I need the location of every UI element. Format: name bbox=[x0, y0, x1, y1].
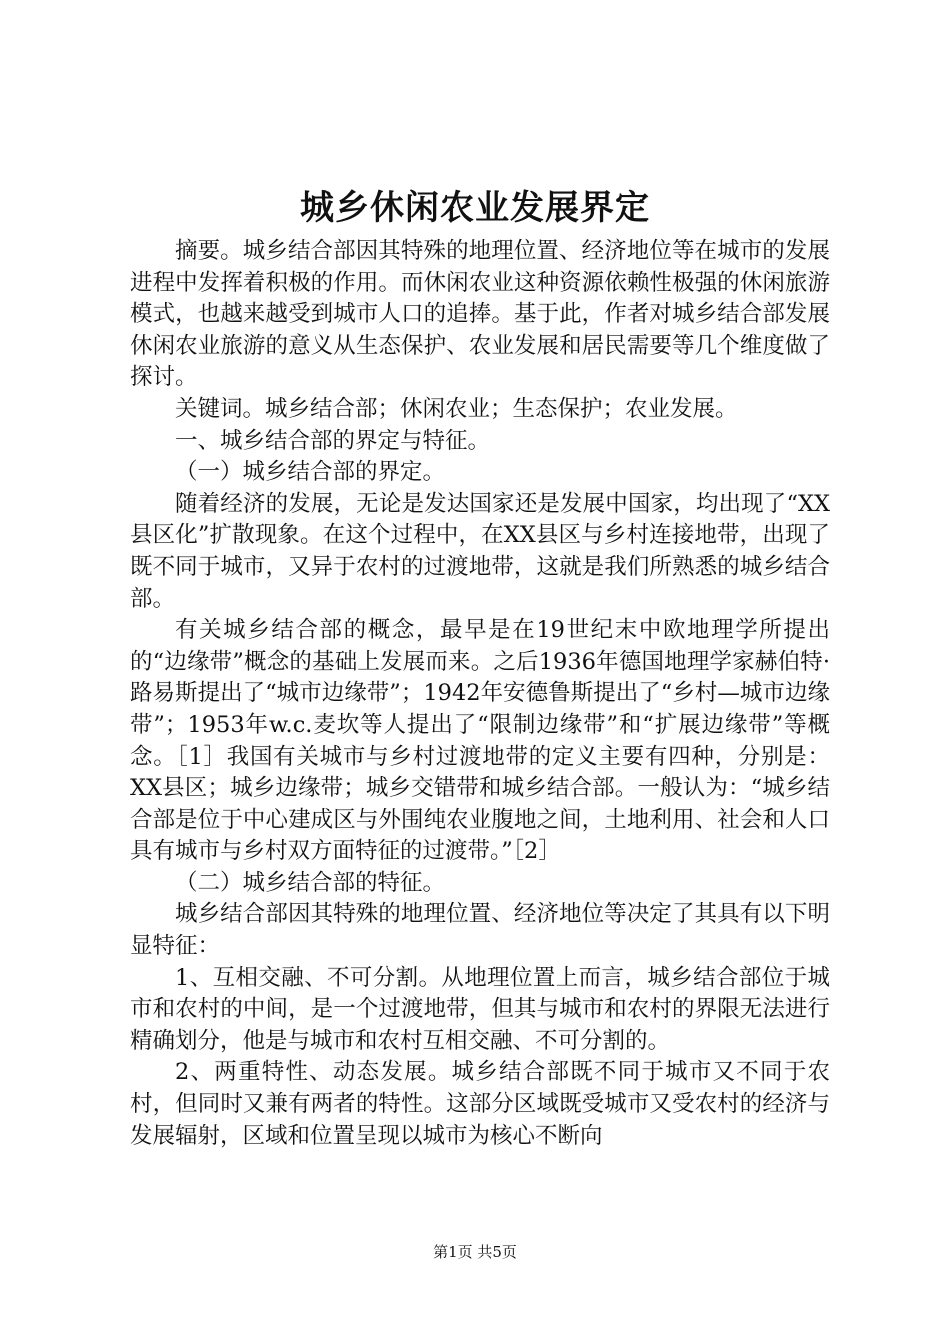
keywords-paragraph: 关键词。城乡结合部；休闲农业；生态保护；农业发展。 bbox=[175, 395, 738, 422]
body-paragraph: 有关城乡结合部的概念，最早是在19世纪末中欧地理学所提出的“边缘带”概念的基础上发展而来。之后1936年德国地理学家赫伯特·路易斯提出了“城市边缘带”；1942年安德鲁斯提出了“乡村—城市边缘带”；1953年w.c.麦坎等人提出了“限制边缘带”和“扩展边缘带”等概念。［1］我国有关城市与乡村过渡地带的定义主要有四种，分别是：XX县区；城乡边缘带；城乡交错带和城乡结合部。一般认为：“城乡结合部是位于中心建成区与外围纯农业腹地之间，土地利用、社会和人口具有城市与乡村双方面特征的过渡带。”［2］ bbox=[130, 617, 830, 865]
list-item-paragraph: 2、两重特性、动态发展。城乡结合部既不同于城市又不同于农村，但同时又兼有两者的特性。这部分区域既受城市又受农村的经济与发展辐射，区域和位置呈现以城市为核心不断向 bbox=[130, 1059, 830, 1149]
body-paragraph: 城乡结合部因其特殊的地理位置、经济地位等决定了其具有以下明显特征： bbox=[130, 901, 830, 960]
abstract-paragraph: 摘要。城乡结合部因其特殊的地理位置、经济地位等在城市的发展进程中发挥着积极的作用。而休闲农业这种资源依赖性极强的休闲旅游模式，也越来越受到城市人口的追捧。基于此，作者对城乡结合部发展休闲农业旅游的意义从生态保护、农业发展和居民需要等几个维度做了探讨。 bbox=[130, 238, 830, 391]
list-item-paragraph: 1、互相交融、不可分割。从地理位置上而言，城乡结合部位于城市和农村的中间，是一个过渡地带，但其与城市和农村的界限无法进行精确划分，他是与城市和农村互相交融、不可分割的。 bbox=[130, 964, 830, 1054]
subsection-heading-1: （一）城乡结合部的界定。 bbox=[175, 459, 446, 486]
document-title: 城乡休闲农业发展界定 bbox=[300, 188, 650, 228]
document-body bbox=[130, 236, 830, 1152]
subsection-heading-2: （二）城乡结合部的特征。 bbox=[175, 869, 446, 896]
body-paragraph: 随着经济的发展，无论是发达国家还是发展中国家，均出现了“XX县区化”扩散现象。在这个过程中，在XX县区与乡村连接地带，出现了既不同于城市，又异于农村的过渡地带，这就是我们所熟悉的城乡结合部。 bbox=[130, 490, 830, 612]
section-heading-1: 一、城乡结合部的界定与特征。 bbox=[175, 427, 491, 454]
page-footer: 第1页 共5页 bbox=[433, 1243, 517, 1261]
